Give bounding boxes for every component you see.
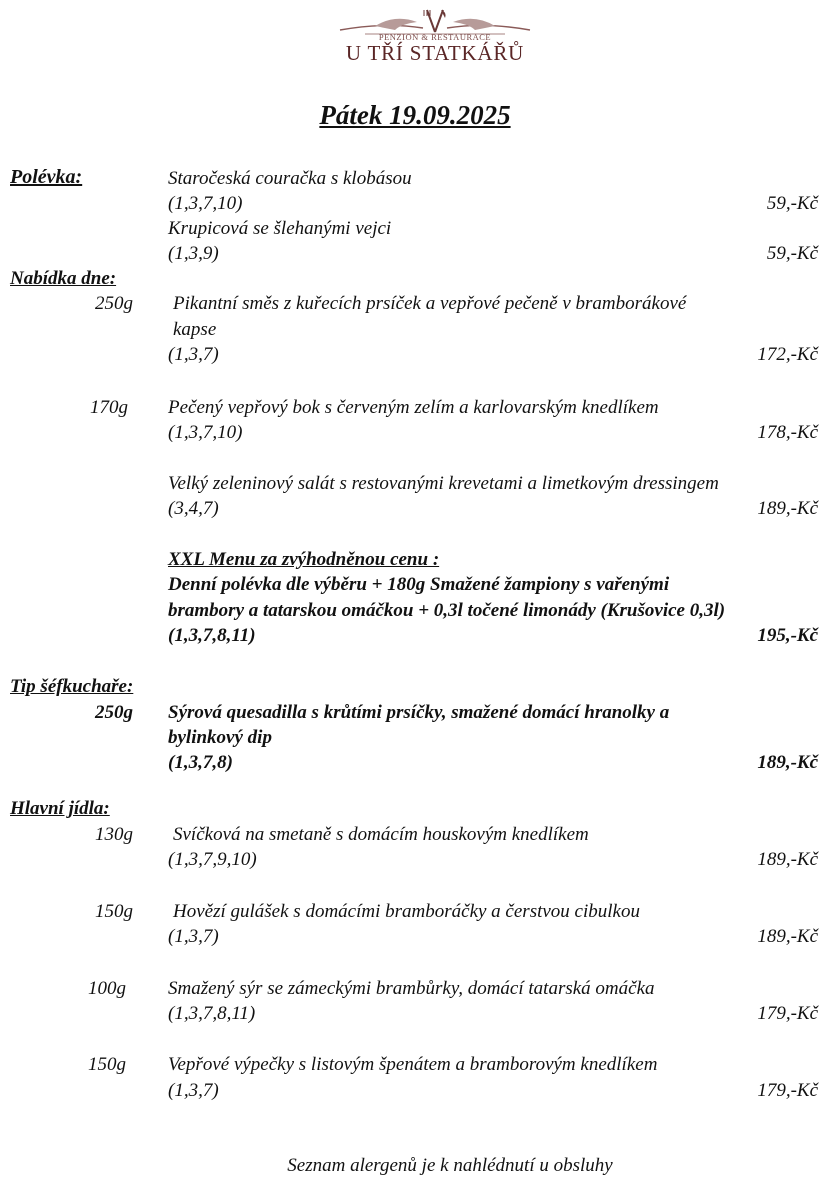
soup-1-name: Staročeská couračka s klobásou — [168, 168, 412, 189]
chef-weight: 250g — [95, 702, 133, 723]
chef-allergens: (1,3,7,8) — [168, 752, 233, 773]
daily-1-name: Pikantní směs z kuřecích prsíček a vepřové pečeně v bramborákové — [173, 293, 687, 314]
daily-heading: Nabídka dne: — [10, 268, 117, 289]
restaurant-logo — [335, 8, 535, 70]
main-2-weight: 150g — [95, 901, 133, 922]
allergen-note: Seznam alergenů je k nahlédnutí u obsluhy — [287, 1155, 613, 1176]
chef-line-2: bylinkový dip — [168, 727, 272, 748]
daily-3-price: 189,-Kč — [757, 498, 818, 519]
main-3-price: 179,-Kč — [757, 1003, 818, 1024]
main-2-price: 189,-Kč — [757, 926, 818, 947]
main-4-weight: 150g — [88, 1054, 126, 1075]
xxl-heading: XXL Menu za zvýhodněnou cenu : — [168, 549, 440, 570]
main-3-name: Smažený sýr se zámeckými brambůrky, domácí tatarská omáčka — [168, 978, 655, 999]
daily-3-allergens: (3,4,7) — [168, 498, 219, 519]
daily-2-weight: 170g — [90, 397, 128, 418]
main-4-name: Vepřové výpečky s listovým špenátem a bramborovým knedlíkem — [168, 1054, 658, 1075]
chef-heading: Tip šéfkuchaře: — [10, 676, 134, 697]
xxl-price: 195,-Kč — [757, 625, 818, 646]
daily-2-name: Pečený vepřový bok s červeným zelím a karlovarským knedlíkem — [168, 397, 659, 418]
chef-price: 189,-Kč — [757, 752, 818, 773]
daily-1-price: 172,-Kč — [757, 344, 818, 365]
soup-heading: Polévka: — [10, 166, 83, 188]
xxl-line-2: brambory a tatarskou omáčkou + 0,3l točené limonády (Krušovice 0,3l) — [168, 600, 726, 621]
main-1-price: 189,-Kč — [757, 849, 818, 870]
page-title: Pátek 19.09.2025 — [319, 100, 511, 130]
daily-1-weight: 250g — [95, 293, 133, 314]
soup-1-price: 59,-Kč — [766, 193, 818, 214]
main-4-price: 179,-Kč — [757, 1080, 818, 1101]
daily-2-price: 178,-Kč — [757, 422, 818, 443]
main-1-name: Svíčková na smetaně s domácím houskovým knedlíkem — [173, 824, 589, 845]
main-heading: Hlavní jídla: — [10, 798, 110, 819]
soup-1-allergens: (1,3,7,10) — [168, 193, 243, 214]
daily-3-name: Velký zeleninový salát s restovanými krevetami a limetkovým dressingem — [168, 473, 719, 494]
main-4-allergens: (1,3,7) — [168, 1080, 219, 1101]
xxl-allergens: (1,3,7,8,11) — [168, 625, 256, 646]
daily-1-allergens: (1,3,7) — [168, 344, 219, 365]
chef-line-1: Sýrová quesadilla s krůtími prsíčky, smažené domácí hranolky a — [168, 702, 670, 723]
main-1-weight: 130g — [95, 824, 133, 845]
logo-subtitle: PENZION & RESTAURACE — [378, 32, 492, 42]
main-3-weight: 100g — [88, 978, 126, 999]
daily-2-allergens: (1,3,7,10) — [168, 422, 243, 443]
main-2-name: Hovězí gulášek s domácími bramboráčky a čerstvou cibulkou — [173, 901, 640, 922]
main-3-allergens: (1,3,7,8,11) — [168, 1003, 256, 1024]
soup-2-price: 59,-Kč — [766, 243, 818, 264]
xxl-line-1: Denní polévka dle výběru + 180g Smažené žampiony s vařenými — [168, 574, 670, 595]
logo-name: U TŘÍ STATKÁŘŮ — [345, 41, 525, 65]
main-1-allergens: (1,3,7,9,10) — [168, 849, 257, 870]
soup-2-allergens: (1,3,9) — [168, 243, 219, 264]
main-2-allergens: (1,3,7) — [168, 926, 219, 947]
daily-1-name-cont: kapse — [173, 319, 217, 340]
soup-2-name: Krupicová se šlehanými vejci — [168, 218, 392, 239]
